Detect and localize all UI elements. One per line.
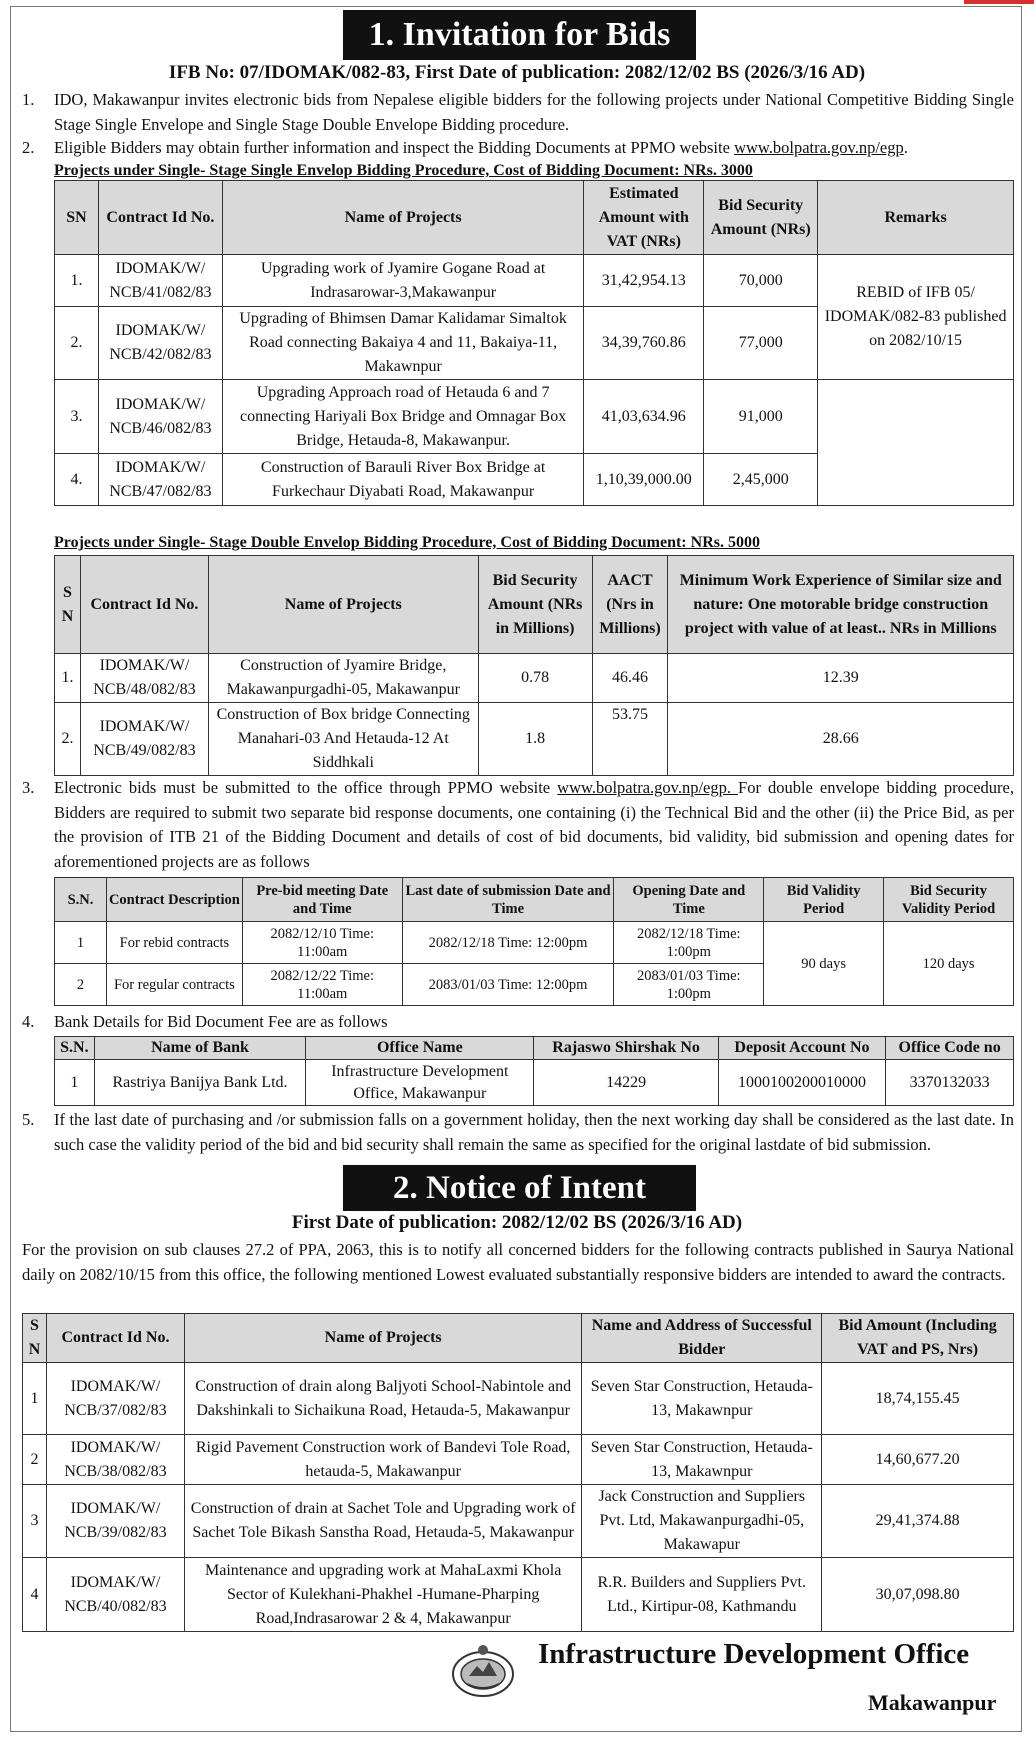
- p3-pre: Electronic bids must be submitted to the office through PPMO website: [54, 778, 558, 797]
- t1-cell-name: Upgrading Approach road of Hetauda 6 and 7 connecting Hariyali Box Bridge and Omnagar Box Bridge, Hetauda-8, Makawanpur.: [222, 380, 583, 454]
- t5-cell-amt: 18,74,155.45: [822, 1363, 1014, 1435]
- p2-post: .: [903, 138, 908, 157]
- t5-head-sn: S N: [23, 1314, 47, 1363]
- p5-text: If the last date of purchasing and /or submission falls on a government holiday, then the next working day shall be considered as the last date. In such case the validity period of the bid and bid security shall remain the same as specified for the original lastdate of bid submission.: [54, 1110, 1014, 1154]
- t4-head-rajaswo: Rajaswo Shirshak No: [534, 1037, 718, 1060]
- t1-cell-empty: [818, 380, 1014, 506]
- table2-heading: Projects under Single- Stage Double Envelop Bidding Procedure, Cost of Bidding Document: NRs. 5000: [54, 534, 760, 551]
- p3-number: 3.: [22, 778, 35, 797]
- t1-cell-cid: IDOMAK/W/ NCB/46/082/83: [98, 380, 222, 454]
- table-row: [23, 1363, 1014, 1435]
- t2-head-aact: AACT (Nrs in Millions): [592, 556, 668, 654]
- t1-head-cid: Contract Id No.: [98, 181, 222, 255]
- table-row: [55, 654, 1014, 703]
- p1-text: IDO, Makawanpur invites electronic bids from Nepalese eligible bidders for the following projects under National Competitive Bidding Single Stage Single Envelope and Single Stage Double Envelope Bidding procedure.: [54, 90, 1014, 134]
- p4-text: Bank Details for Bid Document Fee are as follows: [54, 1012, 388, 1031]
- t1-cell-bs: 91,000: [704, 380, 818, 454]
- t5-cell-sn: 1: [23, 1363, 47, 1435]
- t2-head-cid: Contract Id No.: [80, 556, 208, 654]
- t5-cell-cid: IDOMAK/W/ NCB/39/082/83: [46, 1485, 184, 1558]
- t5-cell-name: Construction of drain at Sachet Tole and Upgrading work of Sachet Tole Bikash Sanstha Road, Hetauda-5, Makawanpur: [184, 1485, 581, 1558]
- section2-title: 2. Notice of Intent: [343, 1165, 696, 1211]
- intent-intro: For the provision on sub clauses 27.2 of PPA, 2063, this is to notify all concerned bidders for the following contracts published in Saurya National daily on 2082/10/15 from this office, the following mentioned Lowest evaluated substantially responsive bidders are intended to award the contracts.: [22, 1240, 1014, 1284]
- t3-cell-validity: 90 days: [764, 922, 884, 1006]
- p4-number: 4.: [22, 1012, 35, 1031]
- p2-text: [54, 136, 1014, 161]
- t1-cell-name: Construction of Barauli River Box Bridge at Furkechaur Diyabati Road, Makawanpur: [222, 454, 583, 506]
- t5-cell-cid: IDOMAK/W/ NCB/40/082/83: [46, 1558, 184, 1632]
- t5-cell-name: Construction of drain along Baljyoti School-Nabintole and Dakshinkali to Sichaikuna Road, Hetauda-5, Makawanpur: [184, 1363, 581, 1435]
- t5-cell-bidder: Seven Star Construction, Hetauda-13, Makawnpur: [582, 1435, 822, 1485]
- t4-cell-code: 3370132033: [886, 1060, 1014, 1106]
- t2-head-bs: Bid Security Amount (NRs in Millions): [478, 556, 592, 654]
- t3-cell-sn: 1: [55, 922, 107, 964]
- t4-head-sn: S.N.: [55, 1037, 95, 1060]
- t1-head-est: Estimated Amount with VAT (NRs): [584, 181, 704, 255]
- t1-cell-est: 34,39,760.86: [584, 307, 704, 380]
- nepal-government-emblem-icon: [447, 1640, 519, 1700]
- t1-cell-est: 31,42,954.13: [584, 255, 704, 307]
- t2-cell-exp: 28.66: [668, 703, 1014, 776]
- table-row: [23, 1435, 1014, 1485]
- t4-cell-deposit: 1000100200010000: [718, 1060, 886, 1106]
- t2-cell-sn: 2.: [55, 703, 81, 776]
- t5-cell-cid: IDOMAK/W/ NCB/37/082/83: [46, 1363, 184, 1435]
- t2-cell-exp: 12.39: [668, 654, 1014, 703]
- t1-cell-cid: IDOMAK/W/ NCB/41/082/83: [98, 255, 222, 307]
- t1-cell-est: 1,10,39,000.00: [584, 454, 704, 506]
- table-intent: [22, 1313, 1014, 1632]
- t4-cell-bank: Rastriya Banijya Bank Ltd.: [94, 1060, 305, 1106]
- t5-cell-sn: 3: [23, 1485, 47, 1558]
- t5-cell-bidder: Seven Star Construction, Hetauda-13, Makawnpur: [582, 1363, 822, 1435]
- t1-cell-sn: 4.: [55, 454, 99, 506]
- t5-cell-bidder: Jack Construction and Suppliers Pvt. Ltd, Makawanpurgadhi-05, Makawapur: [582, 1485, 822, 1558]
- office-place: Makawanpur: [868, 1690, 997, 1715]
- t4-cell-office: Infrastructure Development Office, Makawanpur: [306, 1060, 534, 1106]
- t1-head-rem: Remarks: [818, 181, 1014, 255]
- t1-cell-bs: 2,45,000: [704, 454, 818, 506]
- section1-title: 1. Invitation for Bids: [343, 10, 696, 60]
- t1-cell-name: Upgrading of Bhimsen Damar Kalidamar Simaltok Road connecting Bakaiya 4 and 11, Bakaiya-11, Makawnpur: [222, 307, 583, 380]
- t3-cell-last: 2082/12/18 Time: 12:00pm: [402, 922, 614, 964]
- t3-head-pre: Pre-bid meeting Date and Time: [242, 878, 402, 922]
- table-double-envelope: [54, 555, 1014, 776]
- t3-cell-pre: 2082/12/10 Time: 11:00am: [242, 922, 402, 964]
- t5-cell-amt: 29,41,374.88: [822, 1485, 1014, 1558]
- t2-head-name: Name of Projects: [208, 556, 478, 654]
- t3-cell-open: 2083/01/03 Time: 1:00pm: [614, 964, 764, 1006]
- t5-head-bidder: Name and Address of Successful Bidder: [582, 1314, 822, 1363]
- table1-heading: Projects under Single- Stage Single Envelop Bidding Procedure, Cost of Bidding Document: NRs. 3000: [54, 162, 753, 179]
- ppmo-link-2[interactable]: www.bolpatra.gov.np/egp.: [557, 778, 739, 797]
- t1-head-bs: Bid Security Amount (NRs): [704, 181, 818, 255]
- t2-cell-cid: IDOMAK/W/ NCB/49/082/83: [80, 703, 208, 776]
- t1-cell-cid: IDOMAK/W/ NCB/47/082/83: [98, 454, 222, 506]
- t3-head-desc: Contract Description: [106, 878, 242, 922]
- table-row: [55, 1060, 1014, 1106]
- t2-cell-cid: IDOMAK/W/ NCB/48/082/83: [80, 654, 208, 703]
- t5-head-amt: Bid Amount (Including VAT and PS, Nrs): [822, 1314, 1014, 1363]
- t5-cell-cid: IDOMAK/W/ NCB/38/082/83: [46, 1435, 184, 1485]
- t3-cell-security: 120 days: [884, 922, 1014, 1006]
- t1-cell-sn: 1.: [55, 255, 99, 307]
- t3-head-sec: Bid Security Validity Period: [884, 878, 1014, 922]
- t2-head-sn: S N: [55, 556, 81, 654]
- table-dates: [54, 877, 1014, 1006]
- t2-cell-aact: 46.46: [592, 654, 668, 703]
- table-row: [23, 1558, 1014, 1632]
- t1-cell-sn: 2.: [55, 307, 99, 380]
- t3-cell-open: 2082/12/18 Time: 1:00pm: [614, 922, 764, 964]
- t5-cell-bidder: R.R. Builders and Suppliers Pvt. Ltd., Kirtipur-08, Kathmandu: [582, 1558, 822, 1632]
- p3-post: For double envelope bidding procedure, Bidders are required to submit two separate bid response documents, one containing (i) the Technical Bid and the other (ii) the Price Bid, as per the provision of ITB 21 of the Bidding Document and details of cost of bid documents, bid validity, bid submission and opening dates for aforementioned projects are as follows: [54, 778, 1014, 871]
- t4-head-code: Office Code no: [886, 1037, 1014, 1060]
- t1-head-name: Name of Projects: [222, 181, 583, 255]
- t3-cell-desc: For rebid contracts: [106, 922, 242, 964]
- t5-head-name: Name of Projects: [184, 1314, 581, 1363]
- top-accent-bar: [964, 0, 1034, 4]
- table-row: [55, 922, 1014, 964]
- t5-cell-name: Maintenance and upgrading work at MahaLaxmi Khola Sector of Kulekhani-Phakhel -Humane-Pharping Road,Indrasarowar 2 & 4, Makawanpur: [184, 1558, 581, 1632]
- t1-cell-bs: 77,000: [704, 307, 818, 380]
- t2-cell-aact: 53.75: [592, 703, 668, 776]
- t3-cell-last: 2083/01/03 Time: 12:00pm: [402, 964, 614, 1006]
- t4-cell-sn: 1: [55, 1060, 95, 1106]
- t1-cell-name: Upgrading work of Jyamire Gogane Road at Indrasarowar-3,Makawanpur: [222, 255, 583, 307]
- office-name: Infrastructure Development Office: [538, 1638, 970, 1670]
- table-row: [55, 703, 1014, 776]
- ppmo-link[interactable]: www.bolpatra.gov.np/egp: [734, 138, 904, 157]
- t5-cell-sn: 4: [23, 1558, 47, 1632]
- t2-cell-bs: 1.8: [478, 703, 592, 776]
- t1-cell-sn: 3.: [55, 380, 99, 454]
- t2-cell-name: Construction of Box bridge Connecting Manahari-03 And Hetauda-12 At Siddhkali: [208, 703, 478, 776]
- t2-cell-bs: 0.78: [478, 654, 592, 703]
- t1-cell-bs: 70,000: [704, 255, 818, 307]
- t5-cell-name: Rigid Pavement Construction work of Bandevi Tole Road, hetauda-5, Makawanpur: [184, 1435, 581, 1485]
- t2-cell-name: Construction of Jyamire Bridge, Makawanpurgadhi-05, Makawanpur: [208, 654, 478, 703]
- table-bank: [54, 1036, 1014, 1106]
- t4-head-office: Office Name: [306, 1037, 534, 1060]
- table-single-envelope: [54, 180, 1014, 506]
- p1-number: 1.: [22, 90, 35, 109]
- intent-publication-date: First Date of publication: 2082/12/02 BS (2026/3/16 AD): [291, 1212, 743, 1233]
- t1-cell-est: 41,03,634.96: [584, 380, 704, 454]
- t1-head-sn: SN: [55, 181, 99, 255]
- p2-number: 2.: [22, 138, 35, 157]
- table-row: [55, 255, 1014, 307]
- t2-cell-sn: 1.: [55, 654, 81, 703]
- t5-head-cid: Contract Id No.: [46, 1314, 184, 1363]
- t3-cell-pre: 2082/12/22 Time: 11:00am: [242, 964, 402, 1006]
- p5-number: 5.: [22, 1110, 35, 1129]
- t2-head-exp: Minimum Work Experience of Similar size and nature: One motorable bridge construction project with value of at least.. NRs in Millions: [668, 556, 1014, 654]
- table-row: [23, 1485, 1014, 1558]
- p3-text: [54, 776, 1014, 874]
- t5-cell-amt: 30,07,098.80: [822, 1558, 1014, 1632]
- t5-cell-sn: 2: [23, 1435, 47, 1485]
- t3-head-open: Opening Date and Time: [614, 878, 764, 922]
- t3-head-val: Bid Validity Period: [764, 878, 884, 922]
- t4-head-bank: Name of Bank: [94, 1037, 305, 1060]
- t4-cell-rajaswo: 14229: [534, 1060, 718, 1106]
- ifb-number: IFB No: 07/IDOMAK/082-83, First Date of publication: 2082/12/02 BS (2026/3/16 AD): [168, 62, 866, 83]
- t5-cell-amt: 14,60,677.20: [822, 1435, 1014, 1485]
- t3-cell-desc: For regular contracts: [106, 964, 242, 1006]
- p2-pre: Eligible Bidders may obtain further information and inspect the Bidding Documents at PPMO website: [54, 138, 735, 157]
- t3-head-last: Last date of submission Date and Time: [402, 878, 614, 922]
- t3-head-sn: S.N.: [55, 878, 107, 922]
- t4-head-deposit: Deposit Account No: [718, 1037, 886, 1060]
- t1-cell-remark: REBID of IFB 05/ IDOMAK/082-83 published on 2082/10/15: [818, 255, 1014, 380]
- t1-cell-cid: IDOMAK/W/ NCB/42/082/83: [98, 307, 222, 380]
- t3-cell-sn: 2: [55, 964, 107, 1006]
- table-row: [55, 380, 1014, 454]
